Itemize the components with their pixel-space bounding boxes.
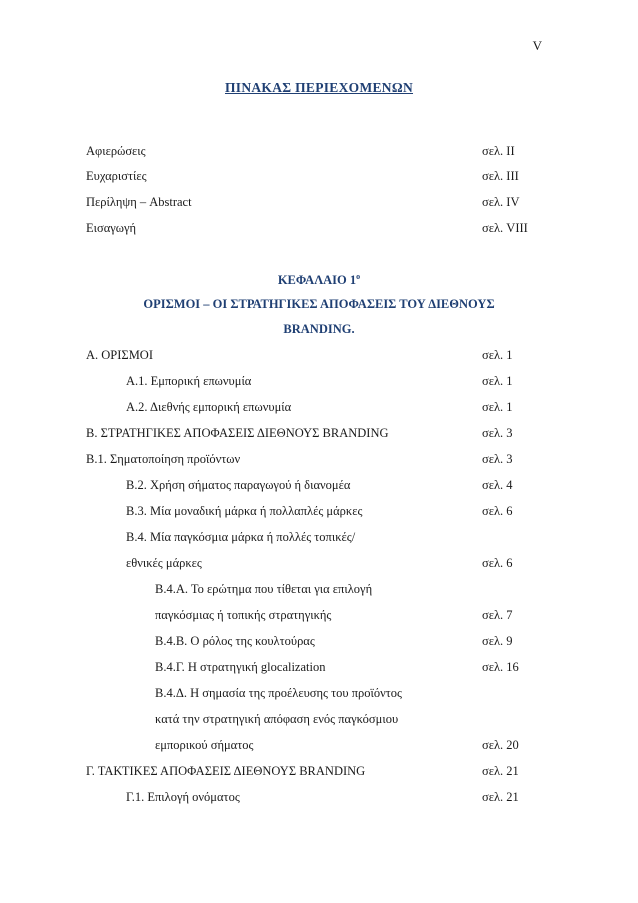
toc-entry[interactable] bbox=[0, 632, 638, 650]
toc-entry[interactable] bbox=[0, 788, 638, 806]
toc-entry-label: Β.4.Β. Ο ρόλος της κουλτούρας bbox=[155, 634, 315, 648]
chapter-title-line1: ΟΡΙΣΜΟΙ – ΟΙ ΣΤΡΑΤΗΓΙΚΕΣ ΑΠΟΦΑΣΕΙΣ ΤΟΥ ΔΙΕΘΝΟΥΣ bbox=[143, 297, 495, 311]
toc-entry[interactable] bbox=[0, 424, 638, 442]
toc-entry[interactable] bbox=[0, 398, 638, 416]
toc-entry[interactable] bbox=[0, 372, 638, 390]
toc-entry-label: Ευχαριστίες bbox=[86, 169, 147, 183]
toc-entry-label: Α. ΟΡΙΣΜΟΙ bbox=[86, 348, 153, 362]
toc-entry[interactable] bbox=[0, 476, 638, 494]
chapter-title-line2: BRANDING. bbox=[283, 322, 355, 336]
toc-entry-label: Α.1. Εμπορική επωνυμία bbox=[126, 374, 252, 388]
toc-entry[interactable] bbox=[0, 450, 638, 468]
toc-entry-label: Εισαγωγή bbox=[86, 221, 137, 235]
toc-entry-label: Β. ΣΤΡΑΤΗΓΙΚΕΣ ΑΠΟΦΑΣΕΙΣ ΔΙΕΘΝΟΥΣ BRANDING bbox=[86, 426, 389, 440]
toc-entry-label: Γ.1. Επιλογή ονόματος bbox=[126, 790, 240, 804]
toc-entry-page: σελ. 21 bbox=[482, 790, 519, 804]
toc-entry-page: σελ. 4 bbox=[482, 478, 513, 492]
toc-entry[interactable] bbox=[0, 502, 638, 520]
toc-entry-label: Β.4.Α. Το ερώτημα που τίθεται για επιλογή bbox=[155, 582, 373, 596]
toc-entry-page: σελ. 20 bbox=[482, 738, 519, 752]
toc-entry-page: σελ. 9 bbox=[482, 634, 513, 648]
toc-entry-page: σελ. VIII bbox=[482, 221, 528, 235]
toc-entry-label: εμπορικού σήματος bbox=[155, 738, 254, 752]
toc-entry[interactable] bbox=[0, 736, 638, 754]
toc-entry[interactable] bbox=[0, 219, 638, 237]
toc-entry-page: σελ. 6 bbox=[482, 504, 513, 518]
toc-entry[interactable] bbox=[0, 580, 638, 598]
toc-entry-label: Α.2. Διεθνής εμπορική επωνυμία bbox=[126, 400, 292, 414]
toc-entry[interactable] bbox=[0, 658, 638, 676]
toc-entry-label: Β.4.Γ. Η στρατηγική glocalization bbox=[155, 660, 326, 674]
toc-entry[interactable] bbox=[0, 762, 638, 780]
toc-entry-page: σελ. 1 bbox=[482, 374, 513, 388]
toc-entry[interactable] bbox=[0, 346, 638, 364]
chapter-heading bbox=[0, 268, 638, 289]
toc-entry-page: σελ. IV bbox=[482, 195, 520, 209]
toc-entry[interactable] bbox=[0, 606, 638, 624]
toc-entry-label: εθνικές μάρκες bbox=[126, 556, 202, 570]
toc-entry-page: σελ. 21 bbox=[482, 764, 519, 778]
toc-entry-page: σελ. ΙΙΙ bbox=[482, 169, 519, 183]
toc-entry-page: σελ. 1 bbox=[482, 348, 513, 362]
page-number: V bbox=[532, 38, 542, 53]
chapter-heading-text: ΚΕΦΑΛΑΙΟ 1 bbox=[277, 273, 357, 287]
toc-entry-label: Β.1. Σηματοποίηση προϊόντων bbox=[86, 452, 241, 466]
toc-entry-page: σελ. 3 bbox=[482, 426, 513, 440]
toc-entry[interactable] bbox=[0, 193, 638, 211]
toc-entry-label: Περίληψη – Abstract bbox=[86, 195, 192, 209]
toc-entry[interactable] bbox=[0, 684, 638, 702]
toc-entry-label: Β.4.Δ. Η σημασία της προέλευσης του προϊόντος bbox=[155, 686, 402, 700]
toc-entry-page: σελ. 3 bbox=[482, 452, 513, 466]
toc-title: ΠΙΝΑΚΑΣ ΠΕΡΙΕΧΟΜΕΝΩΝ bbox=[224, 80, 414, 95]
toc-entry[interactable] bbox=[0, 142, 638, 160]
toc-entry-label: Γ. ΤΑΚΤΙΚΕΣ ΑΠΟΦΑΣΕΙΣ ΔΙΕΘΝΟΥΣ BRANDING bbox=[86, 764, 366, 778]
toc-entry-page: σελ. 16 bbox=[482, 660, 519, 674]
toc-entry[interactable] bbox=[0, 167, 638, 185]
toc-entry-label: Β.2. Χρήση σήματος παραγωγού ή διανομέα bbox=[126, 478, 351, 492]
chapter-heading-sup: ο bbox=[356, 272, 361, 281]
toc-entry-label: Β.4. Μία παγκόσμια μάρκα ή πολλές τοπικές/ bbox=[126, 530, 356, 544]
toc-entry-page: σελ. 1 bbox=[482, 400, 513, 414]
toc-entry-page: σελ. 7 bbox=[482, 608, 513, 622]
toc-entry-label: παγκόσμιας ή τοπικής στρατηγικής bbox=[155, 608, 332, 622]
toc-entry[interactable] bbox=[0, 554, 638, 572]
toc-entry-page: σελ. ΙΙ bbox=[482, 144, 515, 158]
toc-entry-page: σελ. 6 bbox=[482, 556, 513, 570]
toc-entry[interactable] bbox=[0, 528, 638, 546]
toc-entry-label: κατά την στρατηγική απόφαση ενός παγκόσμιου bbox=[155, 712, 399, 726]
toc-entry-label: Β.3. Μία μοναδική μάρκα ή πολλαπλές μάρκες bbox=[126, 504, 363, 518]
toc-entry[interactable] bbox=[0, 710, 638, 728]
toc-entry-label: Αφιερώσεις bbox=[86, 144, 146, 158]
